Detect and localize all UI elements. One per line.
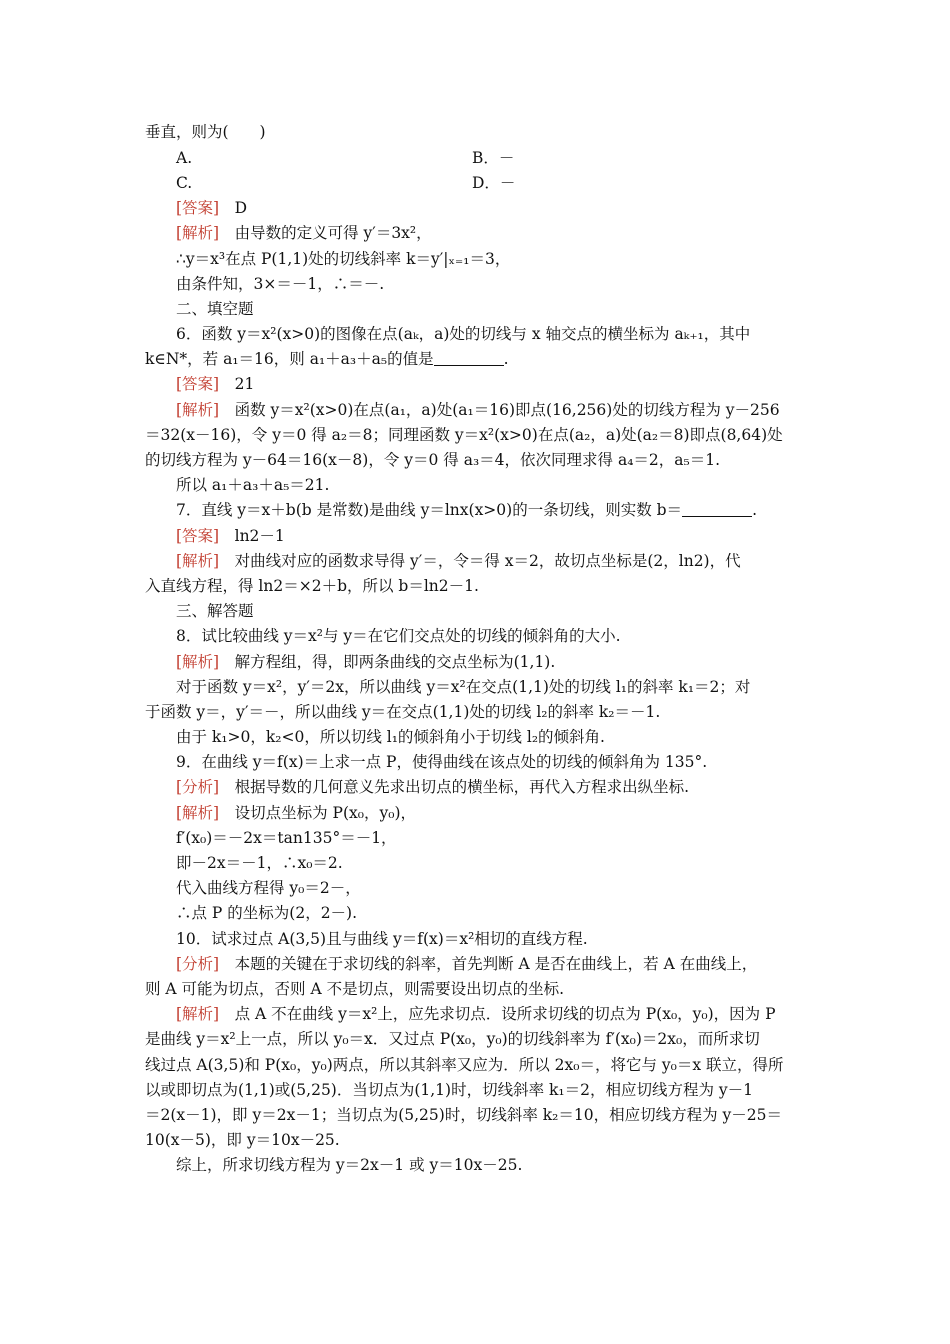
text-line: 线过点 A(3,5)和 P(x₀，y₀)两点，所以其斜率又应为．所以 2x₀＝，将它与 y₀＝x 联立，得所 <box>145 1056 784 1074</box>
analysis-line: [解析] 设切点坐标为 P(x₀，y₀)， <box>176 804 416 822</box>
text-line: ∴y＝x³在点 P(1,1)处的切线斜率 k＝y′|ₓ₌₁＝3， <box>176 250 511 268</box>
text-line: 代入曲线方程得 y₀＝2－， <box>176 879 361 897</box>
text-line: ＝2(x－1)，即 y＝2x－1；当切点为(5,25)时，切线斜率 k₂＝10，相应切线方程为 y－25＝ <box>145 1106 782 1124</box>
answer-blank <box>434 351 504 366</box>
question-8: 8．试比较曲线 y＝x²与 y＝在它们交点处的切线的倾斜角的大小. <box>176 627 621 645</box>
question-9: 9．在曲线 y＝f(x)＝上求一点 P，使得曲线在该点处的切线的倾斜角为 135°. <box>176 753 708 771</box>
analysis-line: [解析] 对曲线对应的函数求导得 y′＝，令＝得 x＝2，故切点坐标是(2，ln2)，代 <box>176 552 741 570</box>
text-line: 由于 k₁>0，k₂<0，所以切线 l₁的倾斜角小于切线 l₂的倾斜角. <box>176 728 605 746</box>
answer-blank <box>682 502 752 517</box>
analysis-line: [解析] 函数 y＝x²(x>0)在点(a₁，a)处(a₁＝16)即点(16,256)处的切线方程为 y－256 <box>176 401 780 419</box>
analysis-tag: [解析] <box>176 653 220 671</box>
text-line: 垂直，则为( ) <box>145 123 266 141</box>
answer-tag: [答案] <box>176 527 220 545</box>
choice-d: D．－ <box>472 174 516 192</box>
text-line: ∴点 P 的坐标为(2，2－). <box>176 904 358 922</box>
text-line: 于函数 y＝，y′＝－，所以曲线 y＝在交点(1,1)处的切线 l₂的斜率 k₂＝－1. <box>145 703 661 721</box>
analysis-line: [解析] 点 A 不在曲线 y＝x²上，应先求切点．设所求切线的切点为 P(x₀，y₀)，因为 P <box>176 1005 776 1023</box>
text-line: ＝32(x－16)，令 y＝0 得 a₂＝8；同理函数 y＝x²(x>0)在点(a₂，a)处(a₂＝8)即点(8,64)处 <box>145 426 783 444</box>
choice-b: B．－ <box>472 149 515 167</box>
text-line: f′(x₀)＝－2x＝tan135°＝－1， <box>176 829 397 847</box>
text-line: 综上，所求切线方程为 y＝2x－1 或 y＝10x－25. <box>176 1156 523 1174</box>
analysis-tag: [解析] <box>176 401 220 419</box>
analysis-tag: [解析] <box>176 224 220 242</box>
text-line: 则 A 可能为切点，否则 A 不是切点，则需要设出切点的坐标. <box>145 980 565 998</box>
hint-line: [分析] 根据导数的几何意义先求出切点的横坐标，再代入方程求出纵坐标. <box>176 778 690 796</box>
text-line: 的切线方程为 y－64＝16(x－8)，令 y＝0 得 a₃＝4，依次同理求得 a₄＝2，a₅＝1. <box>145 451 721 469</box>
answer-tag: [答案] <box>176 199 220 217</box>
text-line: 10(x－5)，即 y＝10x－25. <box>145 1131 340 1149</box>
text-line: 对于函数 y＝x²，y′＝2x，所以曲线 y＝x²在交点(1,1)处的切线 l₁的斜率 k₁＝2；对 <box>176 678 751 696</box>
answer-tag: [答案] <box>176 375 220 393</box>
section-heading: 二、填空题 <box>176 300 254 318</box>
choice-a: A. <box>176 149 193 167</box>
text-line: 入直线方程，得 ln2＝×2＋b，所以 b＝ln2－1. <box>145 577 479 595</box>
hint-tag: [分析] <box>176 955 220 973</box>
text-line: 所以 a₁＋a₃＋a₅＝21. <box>176 476 330 494</box>
question-10: 10．试求过点 A(3,5)且与曲线 y＝f(x)＝x²相切的直线方程. <box>176 930 588 948</box>
text-line: 由条件知，3×＝－1，∴＝－. <box>176 275 385 293</box>
text-line: 以或即切点为(1,1)或(5,25)．当切点为(1,1)时，切线斜率 k₁＝2，相应切线方程为 y－1 <box>145 1081 754 1099</box>
analysis-line: [解析] 由导数的定义可得 y′＝3x²， <box>176 224 432 242</box>
question-7: 7．直线 y＝x＋b(b 是常数)是曲线 y＝lnx(x>0)的一条切线，则实数 b＝ . <box>176 501 757 519</box>
analysis-tag: [解析] <box>176 1005 220 1023</box>
answer-line: [答案] 21 <box>176 375 255 393</box>
question-6: 6．函数 y＝x²(x>0)的图像在点(aₖ，a)处的切线与 x 轴交点的横坐标为 aₖ₊₁，其中 <box>176 325 751 343</box>
text-line: 即－2x＝－1，∴x₀＝2. <box>176 854 343 872</box>
text-line: k∈N*，若 a₁＝16，则 a₁＋a₃＋a₅的值是 . <box>145 350 509 368</box>
analysis-tag: [解析] <box>176 552 220 570</box>
text-line: 是曲线 y＝x²上一点，所以 y₀＝x．又过点 P(x₀，y₀)的切线斜率为 f′(x₀)＝2x₀，而所求切 <box>145 1030 760 1048</box>
analysis-line: [解析] 解方程组，得，即两条曲线的交点坐标为(1,1). <box>176 653 556 671</box>
analysis-tag: [解析] <box>176 804 220 822</box>
choice-c: C. <box>176 174 193 192</box>
hint-line: [分析] 本题的关键在于求切线的斜率，首先判断 A 是否在曲线上，若 A 在曲线上， <box>176 955 758 973</box>
answer-line: [答案] ln2－1 <box>176 527 285 545</box>
section-heading: 三、解答题 <box>176 602 254 620</box>
hint-tag: [分析] <box>176 778 220 796</box>
answer-line: [答案] D <box>176 199 248 217</box>
